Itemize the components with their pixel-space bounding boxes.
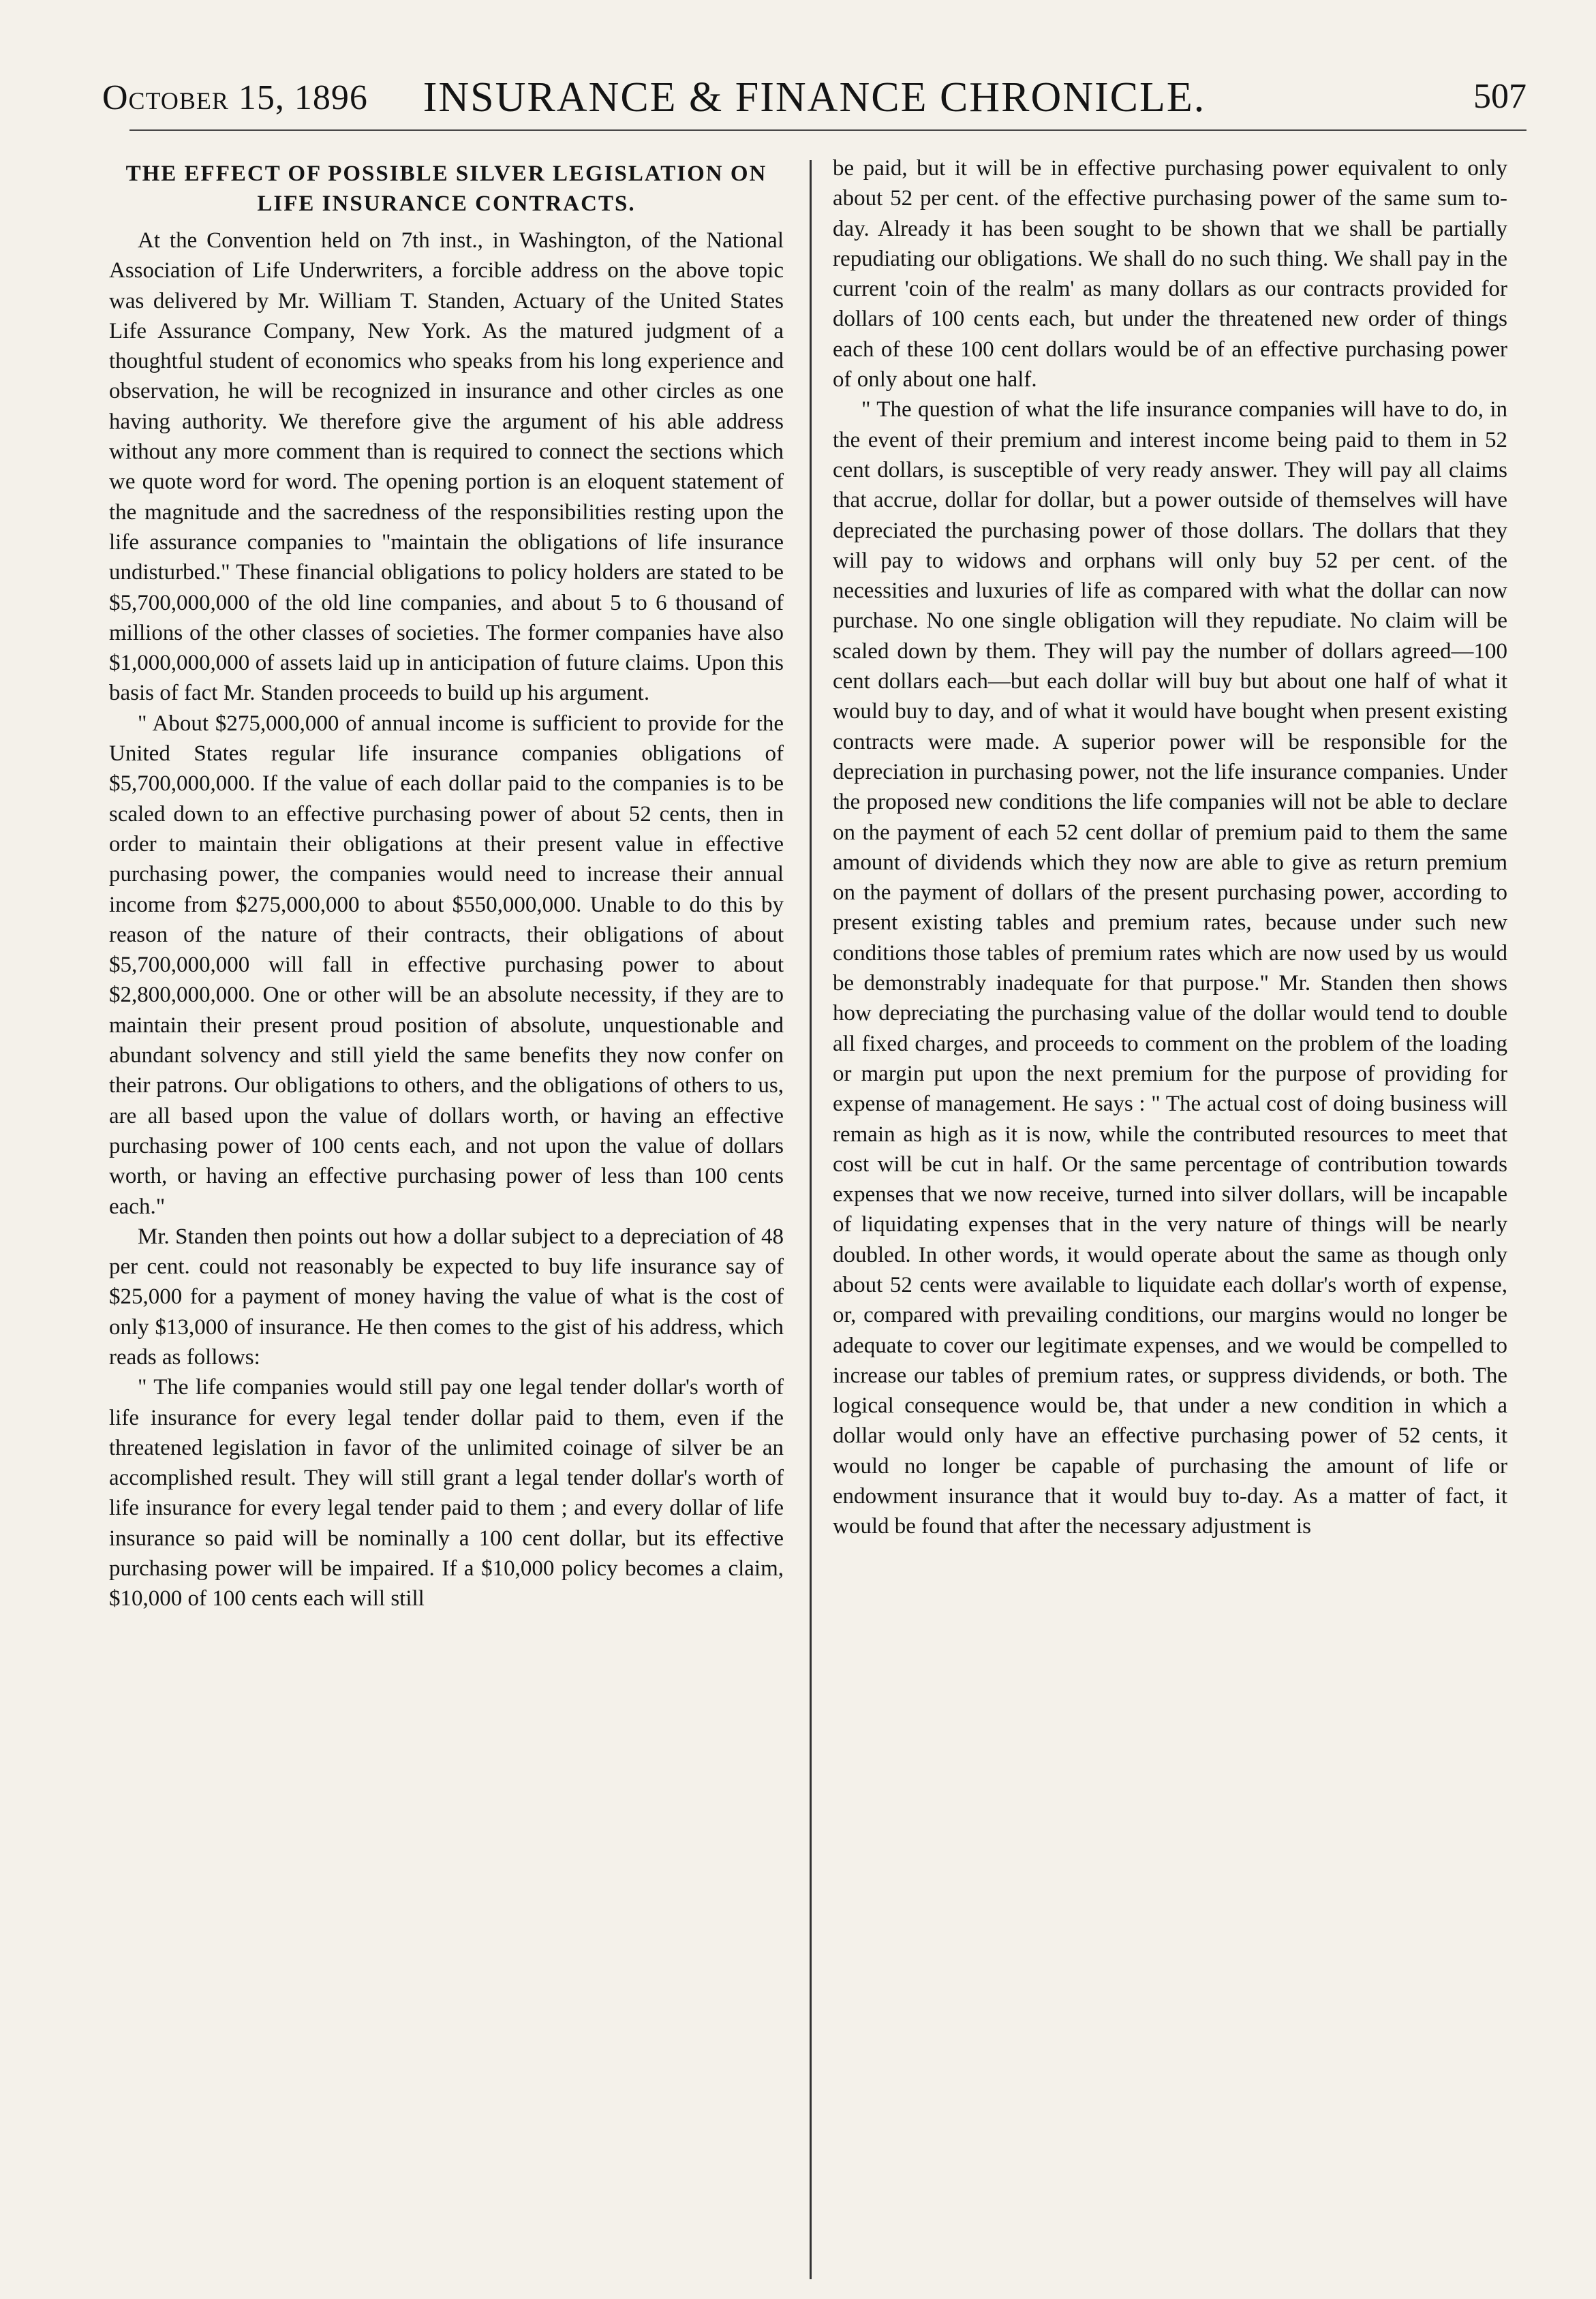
paragraph: " The life companies would still pay one legal tender dollar's worth of life insurance for every legal tender dollar paid to them, even if the threatened legislation in favor of the unlimited coinage of silver be an accomplished result. They will still grant a legal tender dollar's worth of life insurance for every legal tender paid to them ; and every dollar of life insurance so paid will be nominally a 100 cent dollar, but its effective purchasing power will be impaired. If a $10,000 policy becomes a claim, $10,000 of 100 cents each will still bbox=[109, 1375, 784, 1611]
page-number: 507 bbox=[1473, 77, 1526, 116]
publication-title: INSURANCE & FINANCE CHRONICLE. bbox=[423, 74, 1206, 121]
paragraph: be paid, but it will be in effective purchasing power equivalent to only about 52 per cent. of the effective purchasing power of the same sum to-day. Already it has been sought to be shown that we shall be partially repudiating our obligations. We shall do no such thing. We shall pay in the current 'coin of the realm' as many dollars as our contracts provided for dollars of 100 cents each, but under the threatened new order of things each of these 100 cent dollars would be of an effective purchasing power of only about one half. bbox=[833, 156, 1507, 392]
paragraph: " The question of what the life insurance companies will have to do, in the event of their premium and interest income being paid to them in 52 cent dollars, is susceptible of very ready answer. They will pay all claims that accrue, dollar for dollar, but a power outside of themselves will have depreciated the purchasing power of those dollars. The dollars that they will pay to widows and orphans will only buy 52 per cent. of the necessities and luxuries of life as compared with what the dollar can now purchase. No one single obligation will they repudiate. No claim will be scaled down by them. They will pay the number of dollars agreed—100 cent dollars each—but each dollar will buy but about one half of what it would buy to day, and of what it would have bought when present existing contracts were made. A superior power will be responsible for the depreciation in purchasing power, not the life insurance companies. Under the proposed new conditions the life companies will not be able to declare on the payment of each 52 cent dollar of premium paid to them the same amount of dividends which they now are able to give as return premium on the payment of dollars of the present purchasing power, according to present existing tables and premium rates, because under such new conditions those tables of premium rates which are now used by us would be demonstrably inadequate for that purpose." Mr. Standen then shows how depreciating the purchasing value of the dollar would tend to double all fixed charges, and proceeds to comment on the problem of the loading or margin put upon the next premium for the purpose of providing for expense of management. He says : " The actual cost of doing business will remain as high as it is now, while the contributed resources to meet that cost will be cut in half. Or the same percentage of contribution towards expenses that we now receive, turned into silver dollars, will be incapable of liquidating expenses that in the very nature of things will be nearly doubled. In other words, it would operate about the same as though only about 52 cents were available to liquidate each dollar's worth of expense, or, compared with prevailing conditions, our margins would no longer be adequate to cover our legitimate expenses, and we would be compelled to increase our tables of premium rates, or suppress dividends, or both. The logical consequence would be, that under a new condition in which a dollar would only have an effective purchasing power of 52 cents, it would no longer be capable of purchasing the amount of life or endowment insurance that it would buy to-day. As a matter of fact, it would be found that after the necessary adjustment is bbox=[833, 397, 1507, 1539]
paragraph: " About $275,000,000 of annual income is sufficient to provide for the United States regular life insurance companies obligations of $5,700,000,000. If the value of each dollar paid to the companies is to be scaled down to an effective purchasing power of about 52 cents, then in order to maintain their obligations at their present value in effective purchasing power, the companies would need to increase their annual income from $275,000,000 to about $550,000,000. Unable to do this by reason of the nature of their contracts, their obligations of about $5,700,000,000 will fall in effective purchasing power to about $2,800,000,000. One or other will be an absolute necessity, if they are to maintain their present proud position of absolute, unquestionable and abundant solvency and still yield the same benefits they now confer on their patrons. Our obligations to others, and the obligations of others to us, are all based upon the value of dollars worth, or having an effective purchasing power of 100 cents each, and not upon the value of dollars worth, or having an effective purchasing power of less than 100 cents each." bbox=[109, 711, 784, 1219]
page-header bbox=[102, 74, 1526, 128]
article-title: THE EFFECT OF POSSIBLE SILVER LEGISLATION ON LIFE INSURANCE CONTRACTS. bbox=[125, 161, 767, 216]
right-column bbox=[833, 153, 1507, 2286]
issue-date: October 15, 1896 bbox=[102, 78, 368, 117]
left-column bbox=[109, 153, 784, 2286]
paragraph: Mr. Standen then points out how a dollar subject to a depreciation of 48 per cent. could not reasonably be expected to buy life insurance say of $25,000 for a payment of money having the value of what is the cost of only $13,000 of insurance. He then comes to the gist of his address, which reads as follows: bbox=[109, 1224, 784, 1370]
header-rule bbox=[129, 129, 1526, 131]
column-divider bbox=[810, 160, 812, 2279]
paragraph: At the Convention held on 7th inst., in Washington, of the National Association of Life Underwriters, a forcible address on the above topic was delivered by Mr. William T. Standen, Actuary of the United States Life Assurance Company, New York. As the matured judgment of a thoughtful student of economics who speaks from his long experience and observation, he will be recognized in insurance and other circles as one having authority. We therefore give the argument of his able address without any more comment than is required to connect the sections which we quote word for word. The opening portion is an eloquent statement of the magnitude and the sacredness of the responsibilities resting upon the life assurance companies to "maintain the obligations of life insurance undisturbed." These financial obligations to policy holders are stated to be $5,700,000,000 of the old line companies, and about 5 to 6 thousand of millions of the other classes of societies. The former companies have also $1,000,000,000 of assets laid up in anticipation of future claims. Upon this basis of fact Mr. Standen proceeds to build up his argument. bbox=[109, 228, 784, 706]
